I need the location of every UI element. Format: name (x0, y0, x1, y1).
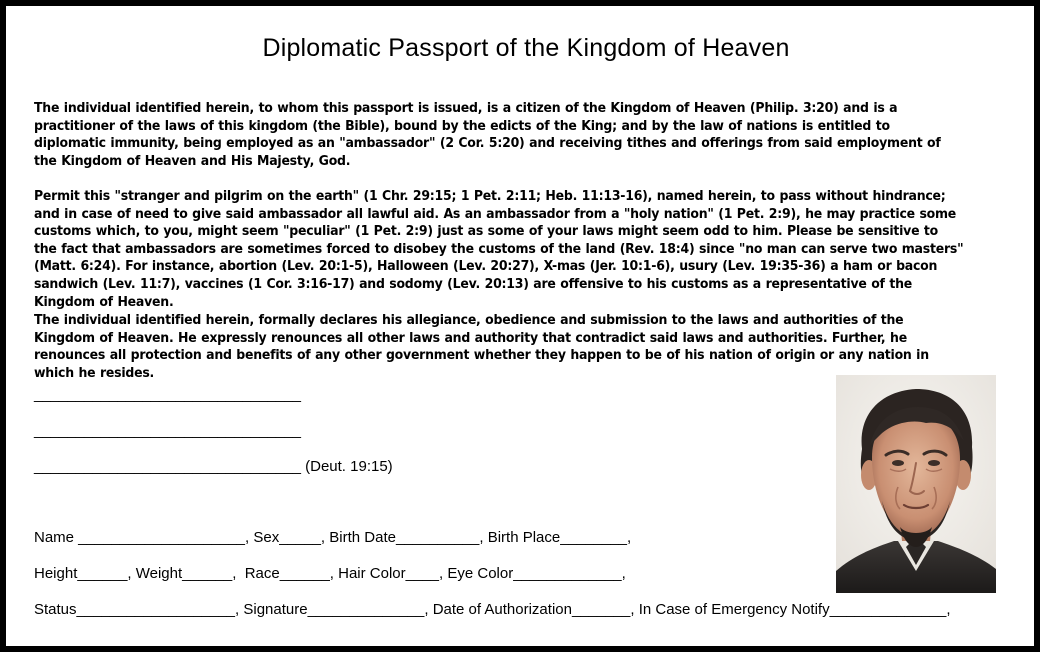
bearer-portrait-photo (836, 375, 996, 593)
signature-line-1: ________________________________ (34, 386, 301, 403)
citizenship-paragraph: The individual identified herein, to whom this passport is issued, is a citizen of the Kingdom of Heaven (Philip. 3:20) and is a practitioner of the laws of this kingdom (the Bible), bound by the edicts of the King; and by the law of nations is entitled to diplomatic immunity, being employed as an "ambassador" (2 Cor. 5:20) and receiving tithes and offerings from said employment of the Kingdom of Heaven and His Majesty, God. (34, 101, 941, 169)
form-line-physical: Height______, Weight______, Race______, Hair Color____, Eye Color_____________, (34, 565, 626, 582)
allegiance-paragraph: The individual identified herein, formally declares his allegiance, obedience and submission to the laws and authorities of the Kingdom of Heaven. He expressly renounces all other laws and authority that contradict said laws and authorities. Further, he renounces all protection and benefits of any other government whether they happen to be of his nation of origin or any nation in which he resides. (34, 313, 929, 381)
document-title: Diplomatic Passport of the Kingdom of Heaven (262, 34, 790, 62)
passage-request-paragraph: Permit this "stranger and pilgrim on the earth" (1 Chr. 29:15; 1 Pet. 2:11; Heb. 11:13-16), named herein, to pass without hindrance; and in case of need to give said ambassador all lawful aid. As an ambassador from a "holy nation" (1 Pet. 2:9), he may practice some customs which, to you, might seem "peculiar" (1 Pet. 2:9) just as some of your laws might seem odd to him. Please be sensitive to the fact that ambassadors are sometimes forced to disobey the customs of the land (Rev. 18:4) since "no man can serve two masters" (Matt. 6:24). For instance, abortion (Lev. 20:1-5), Halloween (Lev. 20:27), X-mas (Jer. 10:1-6), usury (Lev. 19:35-36) a ham or bacon sandwich (Lev. 11:7), vaccines (1 Cor. 3:16-17) and sodomy (Lev. 20:13) are offensive to his customs as a representative of the Kingdom of Heaven. (34, 189, 964, 310)
form-line-status: Status___________________, Signature______________, Date of Authorization_______, In Case of Emergency Notify______________, (34, 601, 951, 618)
signature-line-3-witness: ________________________________ (Deut. 19:15) (34, 458, 393, 475)
signature-line-2: ________________________________ (34, 422, 301, 439)
form-line-identity: Name ____________________, Sex_____, Birth Date__________, Birth Place________, (34, 529, 632, 546)
